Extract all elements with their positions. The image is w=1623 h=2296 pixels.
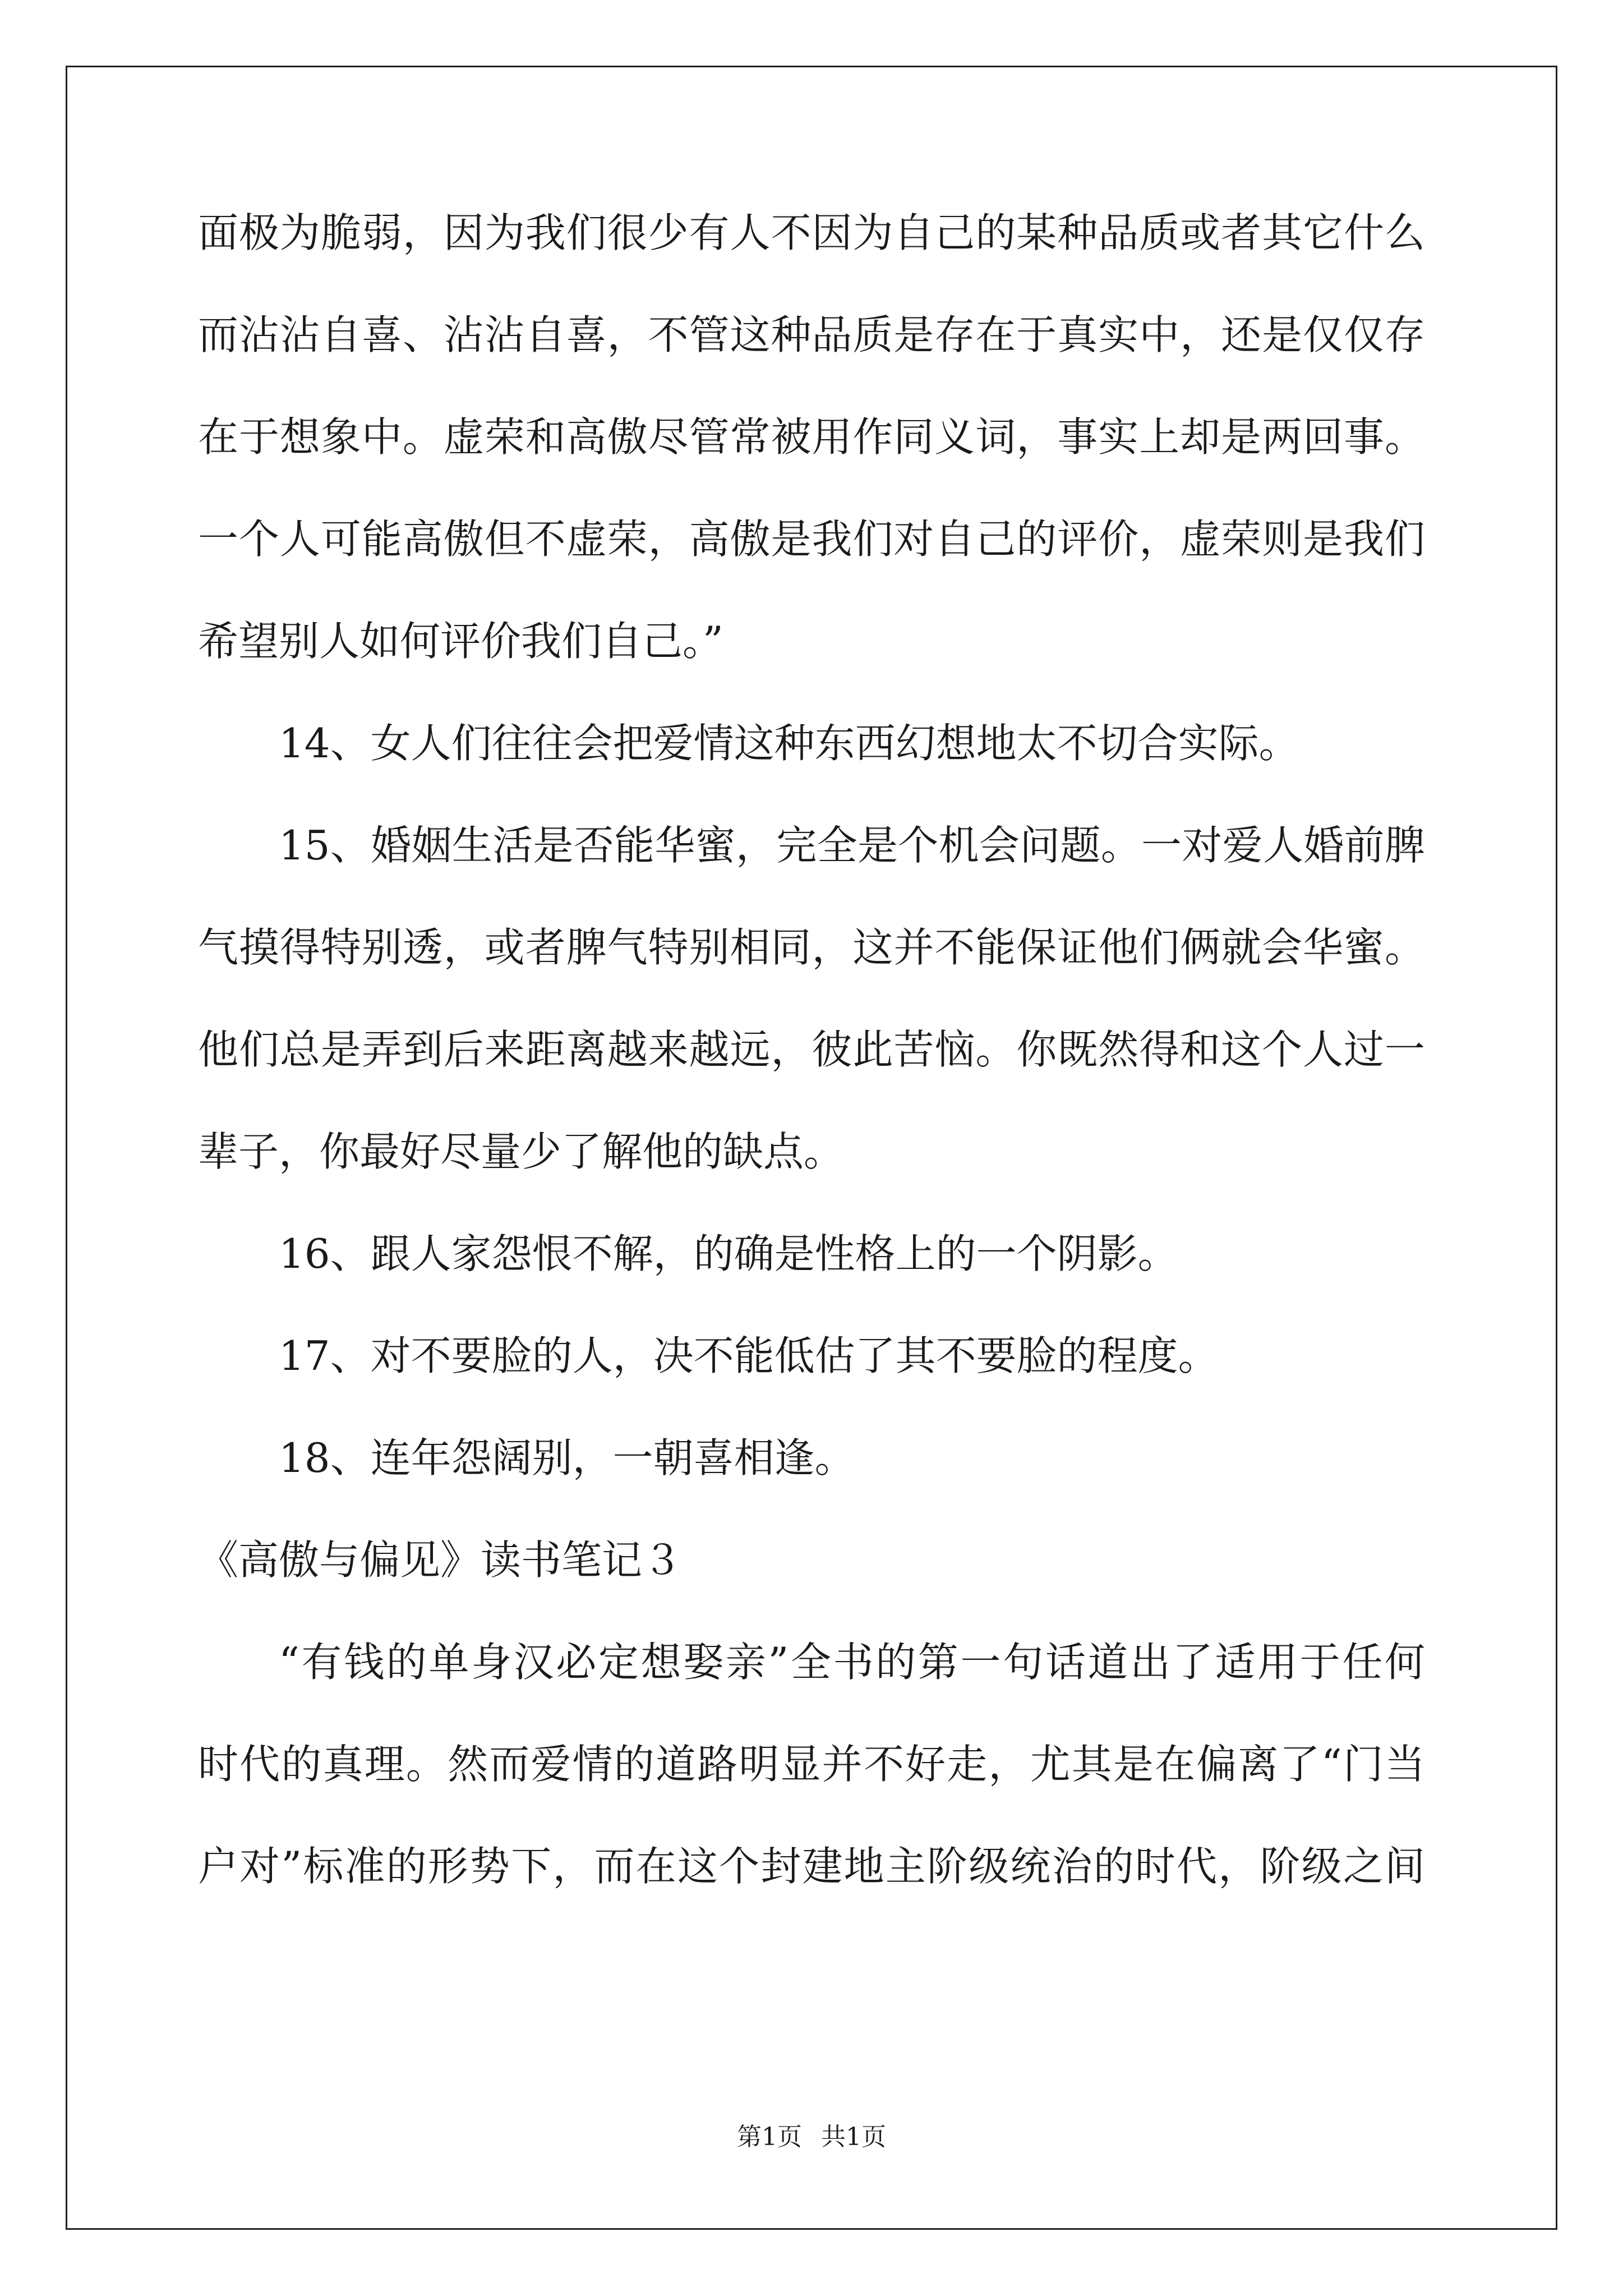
list-item-16: 16、跟人家怨恨不解，的确是性格上的一个阴影。 <box>279 1230 1178 1277</box>
body-line: 气摸得特别透，或者脾气特别相同，这并不能保证他们俩就会华蜜。 <box>198 924 1425 971</box>
list-item-15: 15、婚姻生活是否能华蜜，完全是个机会问题。一对爱人婚前脾 <box>279 822 1425 869</box>
body-line: 他们总是弄到后来距离越来越远，彼此苦恼。你既然得和这个人过一 <box>198 1026 1425 1073</box>
body-line: 希望别人如何评价我们自己。” <box>198 618 723 665</box>
body-line: 而沾沾自喜、沾沾自喜，不管这种品质是存在于真实中，还是仅仅存 <box>198 311 1425 358</box>
body-line: “有钱的单身汉必定想娶亲”全书的第一句话道出了适用于任何 <box>279 1639 1425 1686</box>
page-total: 共1页 <box>821 2123 886 2151</box>
list-item-17: 17、对不要脸的人，决不能低估了其不要脸的程度。 <box>279 1332 1219 1379</box>
body-line: 一个人可能高傲但不虚荣，高傲是我们对自己的评价，虚荣则是我们 <box>198 516 1425 563</box>
section-heading: 《高傲与偏见》读书笔记３ <box>198 1536 683 1584</box>
page-number: 第1页 <box>737 2123 802 2151</box>
list-item-18: 18、连年怨阔别，一朝喜相逢。 <box>279 1434 855 1481</box>
list-item-14: 14、女人们往往会把爱情这种东西幻想地太不切合实际。 <box>279 720 1299 767</box>
body-line: 时代的真理。然而爱情的道路明显并不好走，尤其是在偏离了“门当 <box>198 1741 1425 1788</box>
body-line: 辈子，你最好尽量少了解他的缺点。 <box>198 1128 845 1175</box>
body-line: 面极为脆弱，因为我们很少有人不因为自己的某种品质或者其它什么 <box>198 209 1425 256</box>
body-line: 在于想象中。虚荣和高傲尽管常被用作同义词，事实上却是两回事。 <box>198 413 1425 461</box>
page-footer <box>0 2120 1623 2154</box>
body-line: 户对”标准的形势下，而在这个封建地主阶级统治的时代，阶级之间 <box>198 1843 1425 1890</box>
